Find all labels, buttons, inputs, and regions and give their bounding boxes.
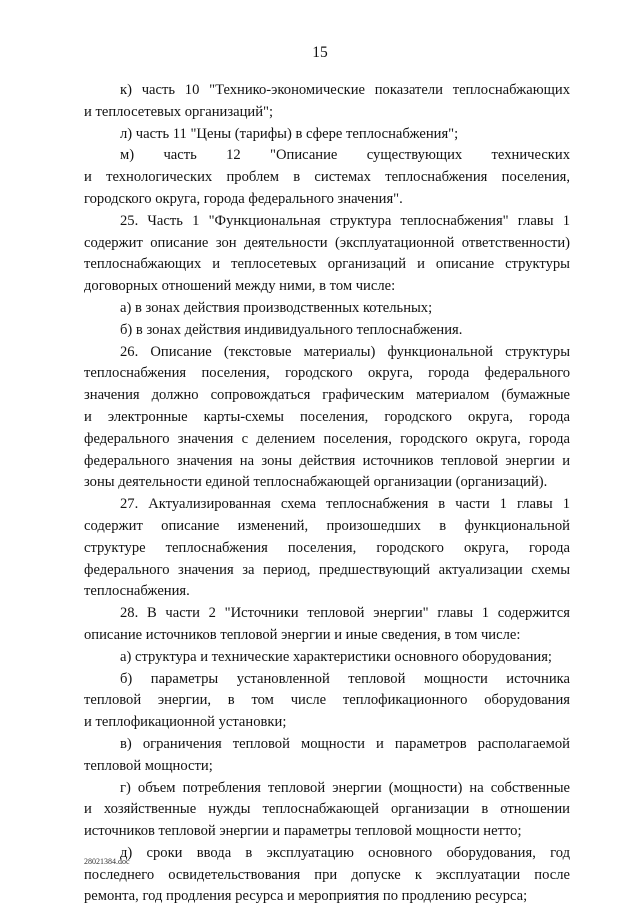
text-line: содержит описание изменений, произошедших в функциональной: [84, 517, 570, 534]
text-line: содержит описание зон деятельности (эксплуатационной ответственности): [84, 234, 570, 251]
text-line: б) параметры установленной тепловой мощности источника: [120, 670, 570, 687]
text-line: теплоснабжения поселения, городского округа, города федерального: [84, 365, 570, 382]
text-line: и теплосетевых организаций";: [84, 103, 274, 120]
text-line: а) в зонах действия производственных котельных;: [120, 299, 433, 316]
text-line: описание источников тепловой энергии и иные сведения, в том числе:: [84, 626, 521, 643]
text-line: и хозяйственные нужды теплоснабжающей организации в отношении: [84, 801, 570, 818]
text-line: договорных отношений между ними, в том числе:: [84, 278, 396, 295]
text-line: городского округа, города федерального значения".: [84, 190, 403, 207]
text-line: л) часть 11 "Цены (тарифы) в сфере теплоснабжения";: [120, 125, 459, 142]
text-line: 25. Часть 1 "Функциональная структура теплоснабжения" главы 1: [120, 212, 570, 229]
text-line: 26. Описание (текстовые материалы) функциональной структуры: [120, 343, 570, 360]
text-line: значения должно сопровождаться графическим материалом (бумажные: [84, 387, 570, 404]
text-line: федерального значения с делением поселения, городского округа, города: [84, 430, 570, 447]
text-line: и теплофикационной установки;: [84, 714, 287, 731]
page-number: 15: [312, 44, 328, 61]
text-line: ремонта, год продления ресурса и мероприятия по продлению ресурса;: [84, 888, 528, 905]
text-line: и электронные карты-схемы поселения, городского округа, города: [84, 408, 570, 425]
text-line: д) сроки ввода в эксплуатацию основного оборудования, год: [120, 844, 570, 861]
text-line: федерального значения за период, предшествующий актуализации схемы: [84, 561, 570, 578]
file-name-footer: 28021384.doc: [84, 857, 130, 866]
text-line: зоны деятельности единой теплоснабжающей организации (организаций).: [84, 474, 548, 491]
text-line: м) часть 12 "Описание существующих технических: [120, 147, 570, 164]
text-line: структуре теплоснабжения поселения, городского округа, города: [84, 539, 570, 556]
text-line: к) часть 10 "Технико-экономические показатели теплоснабжающих: [120, 82, 570, 98]
document-body: [84, 80, 570, 908]
text-line: 27. Актуализированная схема теплоснабжения в части 1 главы 1: [120, 496, 570, 513]
text-line: г) объем потребления тепловой энергии (мощности) на собственные: [120, 779, 570, 796]
text-line: теплоснабжения.: [84, 583, 190, 600]
text-line: и технологических проблем в системах теплоснабжения поселения,: [84, 169, 570, 186]
text-line: источников тепловой энергии и параметры тепловой мощности нетто;: [84, 823, 522, 840]
text-line: федерального значения на зоны действия источников тепловой энергии и: [84, 452, 570, 469]
text-line: тепловой мощности;: [84, 757, 213, 774]
text-line: в) ограничения тепловой мощности и параметров располагаемой: [120, 735, 570, 752]
text-line: а) структура и технические характеристики основного оборудования;: [120, 648, 552, 665]
text-line: тепловой энергии, в том числе теплофикационного оборудования: [84, 692, 570, 709]
text-line: 28. В части 2 "Источники тепловой энергии" главы 1 содержится: [120, 605, 570, 622]
text-line: теплоснабжающих и теплосетевых организаций и описание структуры: [84, 256, 570, 273]
text-line: б) в зонах действия индивидуального теплоснабжения.: [120, 321, 463, 338]
text-line: последнего освидетельствования при допуске к эксплуатации после: [84, 866, 570, 883]
